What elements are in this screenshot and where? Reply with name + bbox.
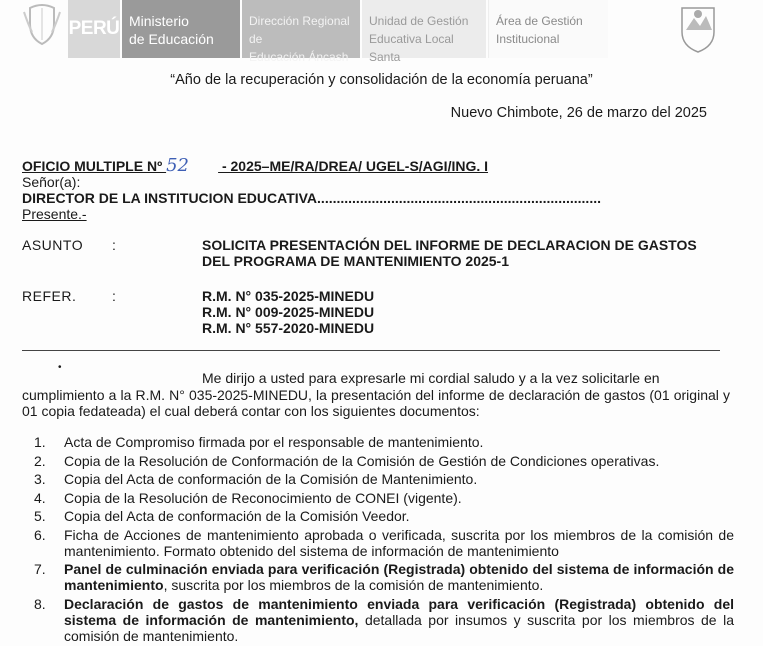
- refer-list: [202, 288, 374, 336]
- requirements-list: [22, 434, 734, 646]
- area-box: Área de Gestión Institucional: [488, 0, 608, 58]
- refer-item: R.M. N° 035-2025-MINEDU: [202, 288, 375, 304]
- list-item: 8. Declaración de gastos de mantenimiento enviada para verificación (Registrada) obtenido del sistema de información de mantenimiento, detallada por insumos y suscrita por los miembros de la comisión de mantenimiento.: [34, 595, 734, 644]
- refer-item: R.M. N° 557-2020-MINEDU: [202, 320, 375, 336]
- handwritten-number: 52: [166, 155, 189, 176]
- ugel-emblem-icon: [676, 2, 720, 54]
- body-paragraph: Me dirijo a usted para expresarle mi cordial saludo y a la vez solicitarle en cumplimiento a la R.M. N° 035-2025-MINEDU, la presentación del informe de declaración de gastos (01 original y 01 copia fedateada) el cual deberá contar con los siguientes documentos:: [22, 370, 730, 419]
- divider: [22, 350, 720, 351]
- list-item: 3. Copia del Acta de conformación de la Comisión de Mantenimiento.: [34, 471, 478, 487]
- list-item: 5. Copia del Acta de conformación de la Comisión Veedor.: [34, 508, 410, 524]
- peru-brand: PERÚ: [68, 0, 120, 58]
- list-item: 6. Ficha de Acciones de mantenimiento aprobada o verificada, suscrita por los miembros de la comisión de mantenimiento. Formato obtenido del sistema de información de mantenimiento: [34, 526, 734, 559]
- refer-item: R.M. N° 009-2025-MINEDU: [202, 304, 375, 320]
- refer-colon: :: [112, 288, 116, 304]
- regional-directorate-box: Dirección Regional de Educación Áncash: [242, 0, 360, 58]
- list-item: 7. Panel de culminación enviada para verificación (Registrada) obtenido del sistema de información de mantenimiento, suscrita por los miembros de la comisión de mantenimiento.: [34, 561, 734, 593]
- national-coat-of-arms-icon: [20, 2, 64, 46]
- year-motto: “Año de la recuperación y consolidación de la economía peruana”: [170, 72, 593, 88]
- letterhead: [0, 0, 763, 62]
- asunto-label: ASUNTO: [22, 237, 84, 253]
- recipient-title: DIRECTOR DE LA INSTITUCION EDUCATIVA.........................................................................: [22, 190, 601, 206]
- ugel-box: Unidad de Gestión Educativa Local Santa: [362, 0, 486, 58]
- oficio-number-line: OFICIO MULTIPLE Nº 52 - 2025–ME/RA/DREA/ UGEL-S/AGI/ING. I: [22, 155, 489, 176]
- list-item: 4. Copia de la Resolución de Reconocimiento de CONEI (vigente).: [34, 489, 462, 506]
- list-item: 1. Acta de Compromiso firmada por el responsable de mantenimiento.: [34, 434, 484, 450]
- refer-label: REFER.: [22, 288, 77, 304]
- scan-mark: •: [58, 362, 62, 373]
- salutation: Señor(a):: [22, 174, 81, 190]
- presente: Presente.-: [22, 206, 87, 222]
- list-item: 2. Copia de la Resolución de Conformación de la Comisión de Gestión de Condiciones operativas.: [34, 452, 660, 469]
- date-line: Nuevo Chimbote, 26 de marzo del 2025: [450, 105, 707, 121]
- asunto-colon: :: [112, 237, 116, 253]
- asunto-text: SOLICITA PRESENTACIÓN DEL INFORME DE DECLARACION DE GASTOS DEL PROGRAMA DE MANTENIMIENTO 2025-1: [202, 237, 697, 269]
- ministry-box: Ministerio de Educación: [122, 0, 240, 58]
